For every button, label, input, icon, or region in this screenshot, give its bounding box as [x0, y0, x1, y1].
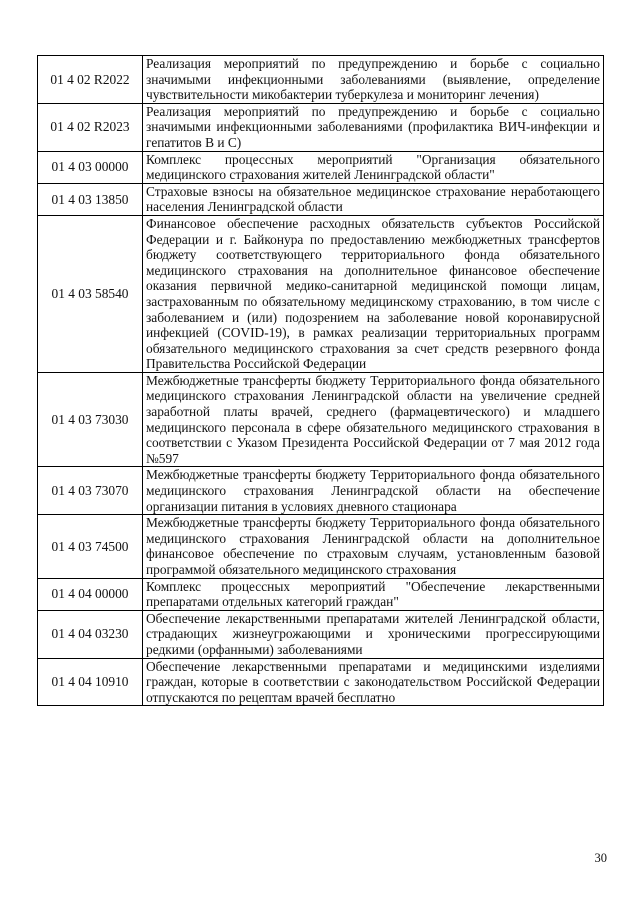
target-article-code: 01 4 02 R2022 — [38, 56, 143, 104]
target-article-code: 01 4 03 13850 — [38, 183, 143, 215]
target-article-code: 01 4 03 00000 — [38, 151, 143, 183]
table-row — [38, 151, 604, 183]
target-article-code: 01 4 03 73030 — [38, 372, 143, 467]
table-row — [38, 658, 604, 706]
table-row — [38, 215, 604, 372]
target-article-description: Комплекс процессных мероприятий "Организация обязательного медицинского страхования жителей Ленинградской области" — [143, 151, 604, 183]
target-article-code: 01 4 03 73070 — [38, 467, 143, 515]
table-row — [38, 56, 604, 104]
target-article-description: Страховые взносы на обязательное медицинское страхование неработающего населения Ленинградской области — [143, 183, 604, 215]
target-article-description: Межбюджетные трансферты бюджету Территориального фонда обязательного медицинского страхования Ленинградской области на увеличение средней заработной платы врачей, среднего (фармацевтического) и младшего медицинского персонала в сфере обязательного медицинского страхования в соответствии с Указом Президента Российской Федерации от 7 мая 2012 года №597 — [143, 372, 604, 467]
target-article-code: 01 4 02 R2023 — [38, 103, 143, 151]
table-row — [38, 372, 604, 467]
table-row — [38, 467, 604, 515]
target-article-code: 01 4 04 10910 — [38, 658, 143, 706]
target-article-description: Межбюджетные трансферты бюджету Территориального фонда обязательного медицинского страхования Ленинградской области на обеспечение организации питания в условиях дневного стационара — [143, 467, 604, 515]
target-article-description: Обеспечение лекарственными препаратами жителей Ленинградской области, страдающих жизнеугрожающими и хроническими прогрессирующими редкими (орфанными) заболеваниями — [143, 610, 604, 658]
target-article-description: Комплекс процессных мероприятий "Обеспечение лекарственными препаратами отдельных категорий граждан" — [143, 578, 604, 610]
target-article-code: 01 4 04 03230 — [38, 610, 143, 658]
page-number: 30 — [594, 851, 607, 865]
target-article-code: 01 4 03 74500 — [38, 515, 143, 578]
target-article-description: Межбюджетные трансферты бюджету Территориального фонда обязательного медицинского страхования Ленинградской области на дополнительное финансовое обеспечение по страховым случаям, установленным базовой программой обязательного медицинского страхования — [143, 515, 604, 578]
budget-classification-table — [37, 55, 604, 706]
target-article-code: 01 4 03 58540 — [38, 215, 143, 372]
table-row — [38, 103, 604, 151]
target-article-code: 01 4 04 00000 — [38, 578, 143, 610]
table-row — [38, 578, 604, 610]
table-row — [38, 610, 604, 658]
target-article-description: Реализация мероприятий по предупреждению и борьбе с социально значимыми инфекционными заболеваниями (выявление, определение чувствительности микобактерии туберкулеза и мониторинг лечения) — [143, 56, 604, 104]
table-row — [38, 515, 604, 578]
target-article-description: Финансовое обеспечение расходных обязательств субъектов Российской Федерации и г. Байконура по предоставлению межбюджетных трансфертов бюджету соответствующего территориального фонда обязательного медицинского страхования на дополнительное финансовое обеспечение оказания первичной медико-санитарной медицинской помощи лицам, застрахованным по обязательному медицинскому страхованию, в том числе с заболеванием и (или) подозрением на заболевание новой коронавирусной инфекцией (COVID-19), в рамках реализации территориальных программ обязательного медицинского страхования за счет средств резервного фонда Правительства Российской Федерации — [143, 215, 604, 372]
target-article-description: Обеспечение лекарственными препаратами и медицинскими изделиями граждан, которые в соответствии с законодательством Российской Федерации отпускаются по рецептам врачей бесплатно — [143, 658, 604, 706]
table-row — [38, 183, 604, 215]
target-article-description: Реализация мероприятий по предупреждению и борьбе с социально значимыми инфекционными заболеваниями (профилактика ВИЧ-инфекции и гепатитов В и С) — [143, 103, 604, 151]
